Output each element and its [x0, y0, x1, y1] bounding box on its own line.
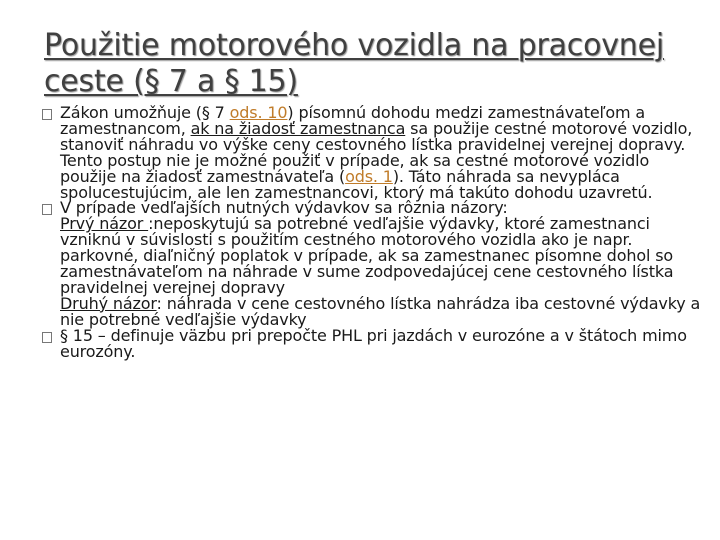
bullet-1-text-2: ) písomnú dohodu medzi zamestnávateľom a zamestnancom, [60, 103, 646, 138]
bullet-1-text: Zákon umožňuje (§ 7 [60, 103, 230, 122]
bullet-1-text-4: ). Táto náhrada sa nevypláca spolucestujúcim, ale len zamestnancovi, ktorý má takúto dohodu uzavretú. [60, 166, 653, 202]
slide-title: Použitie motorového vozidla na pracovnej ceste (§ 7 a § 15) [44, 28, 664, 99]
bullet-2-text: V prípade vedľajších nutných výdavkov sa rôznia názory: [60, 198, 508, 218]
bullet-item-2 [42, 200, 702, 327]
bullet-1-emphasis: ak na žiadosť zamestnanca [190, 118, 406, 138]
ods-10-link[interactable]: ods. 10 [229, 103, 288, 122]
second-opinion-text: : náhrada v cene cestovného lístka nahrádza iba cestovné výdavky a nie potrebné vedľajšie výdavky [60, 293, 701, 329]
second-opinion-label: Druhý názor [60, 293, 157, 313]
first-opinion-text: :neposkytujú sa potrebné vedľajšie výdavky, ktoré zamestnanci vzniknú v súvislosti s použitím cestného motorového vozidla ako je napr. parkovné, diaľničný poplatok v prípade, ak sa zamestnanec písomne dohol so zamestnávateľom na náhrade v sume zodpovedajúcej cene cestovného lístka pravidelnej verejnej dopravy [60, 214, 674, 297]
first-opinion-label: Prvý názor [60, 214, 149, 234]
square-bullet-icon [42, 109, 52, 120]
bullet-item-3 [42, 325, 702, 361]
square-bullet-icon [42, 204, 52, 215]
bullet-list [42, 105, 702, 360]
ods-1-link[interactable]: ods. 1 [345, 166, 393, 186]
bullet-item-1 [42, 105, 702, 200]
bullet-3-text: § 15 – definuje väzbu pri prepočte PHL pri jazdách v eurozóne a v štátoch mimo eurozóny. [60, 325, 687, 361]
bullet-1-text-3: sa použije cestné motorové vozidlo, stanoviť náhradu vo výške ceny cestovného lístka pravidelnej verejnej dopravy. Tento postup nie je možné použiť v prípade, ak sa cestné motorové vozidlo použije na žiadosť zamestnávateľa ( [60, 118, 693, 186]
square-bullet-icon [42, 332, 52, 343]
